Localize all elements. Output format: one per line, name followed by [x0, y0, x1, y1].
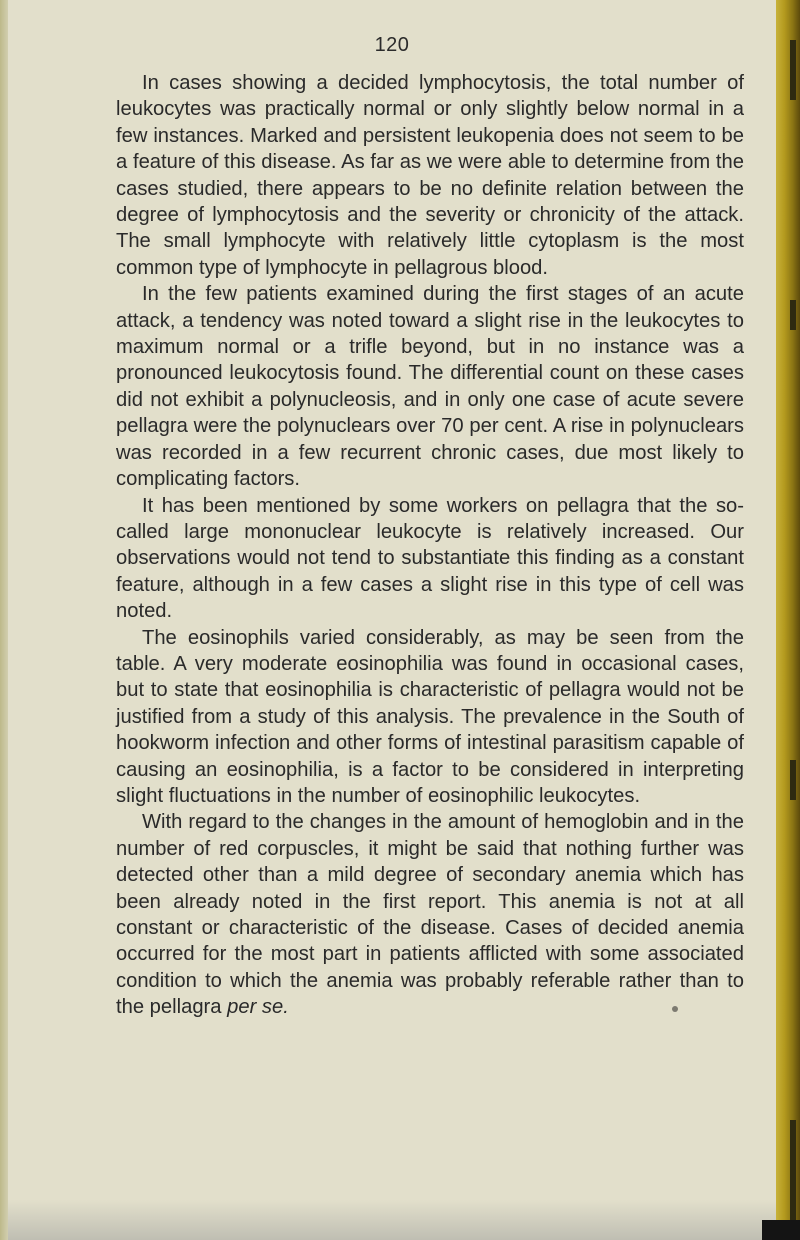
corner-shadow: [762, 1220, 800, 1240]
binding-mark: [790, 1120, 796, 1220]
book-binding-edge: [776, 0, 800, 1240]
binding-mark: [790, 40, 796, 100]
paragraph-hemoglobin: [116, 809, 744, 1020]
binding-mark: [790, 300, 796, 330]
paragraph-mononuclear: It has been mentioned by some workers on pellagra that the so-called large mononuclear leukocyte is relatively increased. Our observations would not tend to substantiate this finding as a constant feature, although in a few cases a slight rise in this type of cell was noted.: [116, 494, 744, 623]
paragraph-hemoglobin-italic: per se.: [227, 996, 289, 1019]
binding-mark: [790, 760, 796, 800]
ink-dot: [672, 1006, 678, 1012]
body-text: [116, 70, 744, 1021]
page-number: 120: [374, 34, 410, 56]
paragraph-acute-attack: In the few patients examined during the first stages of an acute attack, a tendency was noted toward a slight rise in the leukocytes to maximum normal or a trifle beyond, but in no instance was a pronounced leukocytosis found. The differential count on these cases did not exhibit a polynucleosis, and in only one case of acute severe pellagra were the polynuclears over 70 per cent. A rise in polynuclears was recorded in a few recurrent chronic cases, due most likely to complicating factors.: [116, 283, 744, 491]
paragraph-lymphocytosis: In cases showing a decided lymphocytosis, the total number of leukocytes was practically normal or only slightly below normal in a few instances. Marked and persistent leukopenia does not seem to be a feature of this disease. As far as we were able to determine from the cases studied, there appears to be no definite relation between the degree of lymphocytosis and the severity or chronicity of the attack. The small lymphocyte with relatively little cytoplasm is the most common type of lymphocyte in pellagrous blood.: [116, 72, 744, 279]
paragraph-eosinophils: The eosinophils varied considerably, as may be seen from the table. A very moderate eosinophilia was found in occasional cases, but to state that eosinophilia is characteristic of pellagra would not be justified from a study of this analysis. The prevalence in the South of hookworm infection and other forms of intestinal parasitism capable of causing an eosinophilia, is a factor to be considered in interpreting slight fluctuations in the number of eosinophilic leukocytes.: [116, 626, 744, 807]
paragraph-hemoglobin-text: With regard to the changes in the amount of hemoglobin and in the number of red corpuscles, it might be said that nothing further was detected other than a mild degree of secondary anemia which has been already noted in the first report. This anemia is not at all constant or characteristic of the disease. Cases of decided anemia occurred for the most part in patients afflicted with some associated condition to which the anemia was probably referable rather than to the pellagra: [116, 811, 744, 1019]
book-page: [8, 0, 776, 1240]
page-bottom-shadow: [8, 1200, 776, 1240]
